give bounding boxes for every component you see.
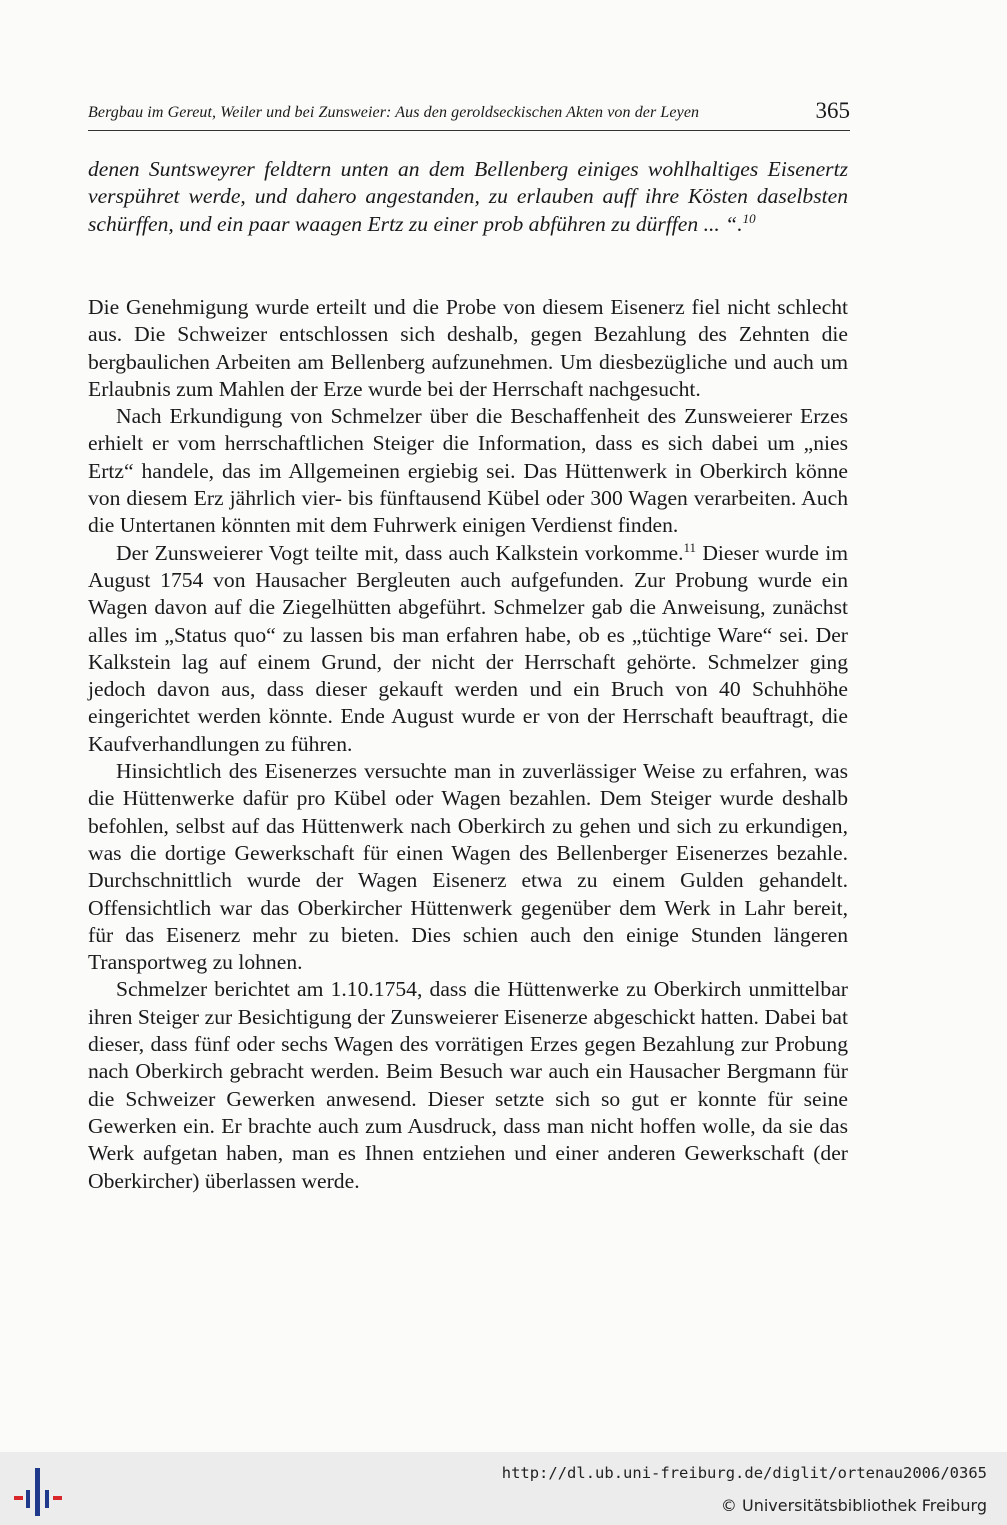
- running-head: [88, 100, 850, 131]
- footnote-ref-10[interactable]: 10: [742, 210, 756, 226]
- permalink-url[interactable]: http://dl.ub.uni-freiburg.de/diglit/ortenau2006/0365: [501, 1464, 987, 1482]
- library-footer: [0, 1452, 1007, 1525]
- paragraph-3-start: Der Zunsweierer Vogt teilte mit, dass auch Kalkstein vorkomme.: [116, 540, 684, 565]
- paragraph-4: Hinsichtlich des Eisenerzes versuchte man in zuverlässiger Weise zu erfahren, was die Hüttenwerke dafür pro Kübel oder Wagen bezahlen. Dem Steiger wurde deshalb befohlen, selbst auf das Hüttenwerk nach Oberkirch zu gehen und sich zu erkundigen, was die dortige Gewerkschaft für einen Wagen des Bellenberger Eisenerzes bezahle. Durchschnittlich wurde der Wagen Eisenerz etwa zu einem Gulden gehandelt. Offensichtlich war das Oberkircher Hüttenwerk gegenüber dem Werk in Lahr bereit, für das Eisenerz mehr zu bieten. Dies schien auch den einige Stunden längeren Transportweg zu lohnen.: [88, 759, 848, 975]
- paragraph-5: Schmelzer berichtet am 1.10.1754, dass die Hüttenwerke zu Oberkirch unmittelbar ihren Steiger zur Besichtigung der Zunsweierer Eisenerze abgeschickt hatten. Dabei bat dieser, dass fünf oder sechs Wagen des vorrätigen Erzes gegen Bezahlung zur Probung nach Oberkirch gebracht werden. Beim Besuch war auch ein Hausacher Bergmann für die Schweizer Gewerken anwesend. Dieser setzte sich so gut er konnte für seine Gewerken ein. Er brachte auch zum Ausdruck, dass man nicht hoffen wolle, da sie das Werk aufgetan haben, man es Ihnen entziehen und einer anderen Gewerkschaft (der Oberkircher) überlassen werde.: [88, 977, 848, 1193]
- body-text: [88, 294, 848, 1195]
- copyright-notice: © Universitätsbibliothek Freiburg: [720, 1496, 987, 1515]
- paragraph-2: Nach Erkundigung von Schmelzer über die Beschaffenheit des Zunsweierer Erzes erhielt er vom herrschaftlichen Steiger die Information, dass es sich dabei um „nies Ertz“ handele, das im Allgemeinen ergiebig sei. Das Hüttenwerk in Oberkirch könne von diesem Erz jährlich vier- bis fünftausend Kübel oder 300 Wagen verarbeiten. Auch die Untertanen könnten mit dem Fuhrwerk einigen Verdienst finden.: [88, 404, 848, 538]
- paragraph-3-rest: Dieser wurde im August 1754 von Hausacher Bergleuten auch aufgefunden. Zur Probung wurde ein Wagen davon auf die Ziegelhütten abgeführt. Schmelzer gab die Anweisung, zunächst alles im „Status quo“ zu lassen bis man erfahren habe, ob es „tüchtige Ware“ sei. Der Kalkstein lag auf einem Grund, der nicht der Herrschaft gehörte. Schmelzer ging jedoch davon aus, dass dieser gekauft werden und ein Bruch von 40 Schuhhöhe eingerichtet werden könnte. Ende August wurde er von der Herrschaft beauftragt, die Kaufverhandlungen zu führen.: [88, 540, 849, 756]
- page-number: 365: [815, 98, 850, 123]
- ub-freiburg-logo-icon[interactable]: [14, 1462, 64, 1516]
- quote-text: denen Suntsweyrer feldtern unten an dem Bellenberg einiges wohlhaltiges Eisenertz verspühret werde, und dahero angestanden, zu erlauben auff ihre Kösten daselbsten schürffen, und ein paar waagen Ertz zu einer prob abführen zu dürffen ... “.: [88, 157, 848, 236]
- running-title: Bergbau im Gereut, Weiler und bei Zunsweier: Aus den geroldseckischen Akten von der Leyen: [88, 104, 700, 121]
- quote-paragraph: [88, 156, 848, 238]
- footnote-ref-11[interactable]: 11: [683, 539, 697, 555]
- paragraph-3: [88, 540, 848, 758]
- block-quote: [88, 156, 848, 238]
- paragraph-1: Die Genehmigung wurde erteilt und die Probe von diesem Eisenerz fiel nicht schlecht aus. Die Schweizer entschlossen sich deshalb, gegen Bezahlung des Zehnten die bergbaulichen Arbeiten am Bellenberg aufzunehmen. Um diesbezügliche und auch um Erlaubnis zum Mahlen der Erze wurde bei der Herrschaft nachgesucht.: [88, 295, 848, 401]
